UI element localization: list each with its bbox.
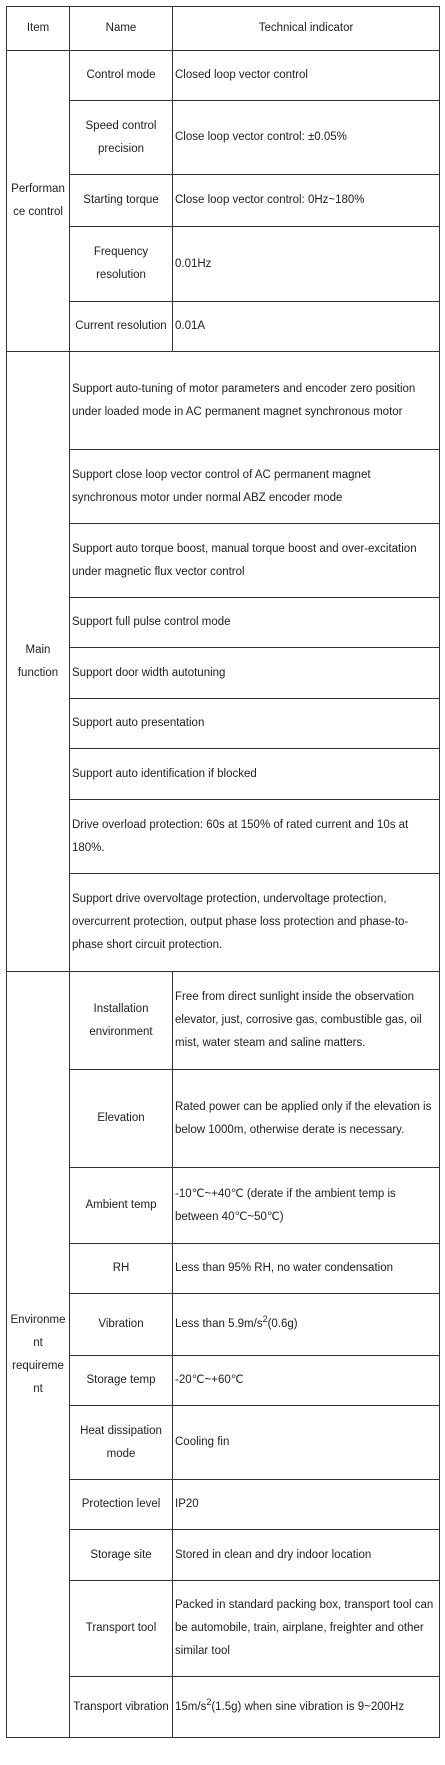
table-row: [7, 352, 440, 450]
row-value: [173, 1677, 440, 1738]
table-row: [7, 101, 440, 175]
row-value: IP20: [173, 1480, 440, 1530]
table-row: [7, 800, 440, 874]
table-row: [7, 1480, 440, 1530]
row-value: Less than 95% RH, no water condensation: [173, 1244, 440, 1294]
row-name: Ambient temp: [70, 1168, 173, 1244]
table-row: [7, 1244, 440, 1294]
group-main-function: Main function: [7, 352, 70, 972]
header-name: Name: [70, 7, 173, 51]
header-row: [7, 7, 440, 51]
row-value: Free from direct sunlight inside the observation elevator, just, corrosive gas, combustible gas, oil mist, water steam and saline matters.: [173, 972, 440, 1070]
table-row: [7, 175, 440, 227]
table-row: [7, 648, 440, 699]
value-text: 15m/s: [175, 1700, 207, 1713]
row-value: Support close loop vector control of AC permanent magnet synchronous motor under normal ABZ encoder mode: [70, 450, 440, 524]
row-name: Storage temp: [70, 1356, 173, 1406]
row-name: Storage site: [70, 1530, 173, 1581]
group-performance-control: Performance control: [7, 51, 70, 352]
group-environment-requirement: Environment requirement: [7, 972, 70, 1738]
row-value: Closed loop vector control: [173, 51, 440, 101]
row-value: Drive overload protection: 60s at 150% of rated current and 10s at 180%.: [70, 800, 440, 874]
value-superscript: 2: [206, 1696, 212, 1707]
table-row: [7, 1530, 440, 1581]
table-row: [7, 1581, 440, 1677]
table-row: [7, 699, 440, 749]
table-row: [7, 874, 440, 972]
row-value: Support full pulse control mode: [70, 598, 440, 648]
row-value: Support auto identification if blocked: [70, 749, 440, 800]
table-row: [7, 1294, 440, 1356]
table-row: [7, 51, 440, 101]
row-value: Stored in clean and dry indoor location: [173, 1530, 440, 1581]
header-indicator: Technical indicator: [173, 7, 440, 51]
row-value: Packed in standard packing box, transport tool can be automobile, train, airplane, freighter and other similar tool: [173, 1581, 440, 1677]
table-row: [7, 1406, 440, 1480]
value-text: (1.5g) when sine vibration is 9~200Hz: [211, 1700, 405, 1713]
row-value: Support auto-tuning of motor parameters and encoder zero position under loaded mode in AC permanent magnet synchronous motor: [70, 352, 440, 450]
row-name: Transport vibration: [70, 1677, 173, 1738]
table-row: [7, 1356, 440, 1406]
table-row: [7, 1677, 440, 1738]
table-row: [7, 524, 440, 598]
row-name: RH: [70, 1244, 173, 1294]
table-row: [7, 598, 440, 648]
spec-table: [6, 6, 440, 1738]
row-value: -10℃~+40℃ (derate if the ambient temp is between 40℃~50℃): [173, 1168, 440, 1244]
row-name: Protection level: [70, 1480, 173, 1530]
row-value: [173, 1294, 440, 1356]
table-row: [7, 972, 440, 1070]
table-row: [7, 302, 440, 352]
row-value: Support auto torque boost, manual torque boost and over-excitation under magnetic flux vector control: [70, 524, 440, 598]
row-name: Control mode: [70, 51, 173, 101]
row-value: Close loop vector control: 0Hz~180%: [173, 175, 440, 227]
table-row: [7, 227, 440, 302]
value-text: (0.6g): [267, 1318, 298, 1330]
row-name: Speed control precision: [70, 101, 173, 175]
table-row: [7, 1168, 440, 1244]
value-text: Less than 5.9m/s: [175, 1318, 263, 1330]
row-name: Frequency resolution: [70, 227, 173, 302]
row-name: Transport tool: [70, 1581, 173, 1677]
row-value: Support door width autotuning: [70, 648, 440, 699]
table-row: [7, 749, 440, 800]
row-name: Heat dissipation mode: [70, 1406, 173, 1480]
row-value: Support drive overvoltage protection, undervoltage protection, overcurrent protection, output phase loss protection and phase-to-phase short circuit protection.: [70, 874, 440, 972]
row-value: Support auto presentation: [70, 699, 440, 749]
row-value: Rated power can be applied only if the elevation is below 1000m, otherwise derate is necessary.: [173, 1070, 440, 1168]
row-value: 0.01Hz: [173, 227, 440, 302]
row-value: -20℃~+60℃: [173, 1356, 440, 1406]
row-name: Installation environment: [70, 972, 173, 1070]
table-row: [7, 1070, 440, 1168]
row-value: Cooling fin: [173, 1406, 440, 1480]
table-row: [7, 450, 440, 524]
row-value: 0.01A: [173, 302, 440, 352]
row-value: Close loop vector control: ±0.05%: [173, 101, 440, 175]
header-item: Item: [7, 7, 70, 51]
row-name: Vibration: [70, 1294, 173, 1356]
row-name: Current resolution: [70, 302, 173, 352]
row-name: Starting torque: [70, 175, 173, 227]
row-name: Elevation: [70, 1070, 173, 1168]
value-superscript: 2: [262, 1314, 268, 1325]
